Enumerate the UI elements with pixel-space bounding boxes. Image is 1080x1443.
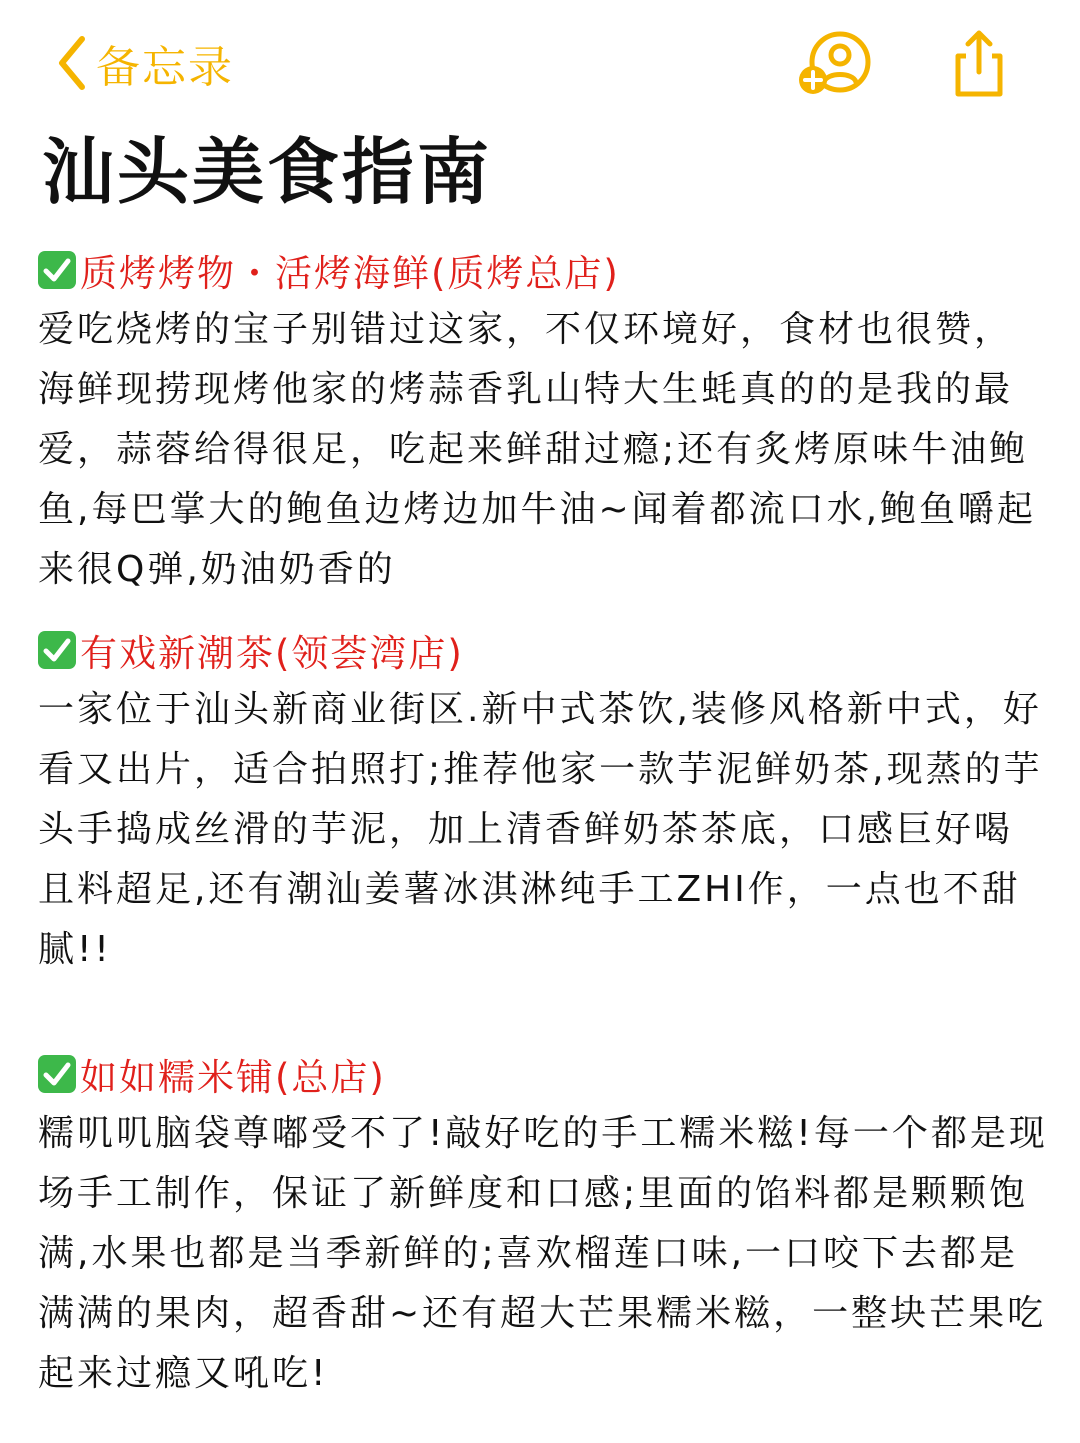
section-body-text: 爱吃烧烤的宝子别错过这家，不仅环境好，食材也很赞，海鲜现捞现烤他家的烤蒜香乳山特大生蚝真的的是我的最爱，蒜蓉给得很足，吃起来鲜甜过瘾;还有炙烤原味牛油鲍鱼,每巴掌大的鲍鱼边烤边加牛油~闻着都流口水,鲍鱼嚼起来很Q弹,奶油奶香的	[38, 309, 1037, 590]
section-heading-text: 质烤烤物・活烤海鲜(质烤总店)	[80, 252, 620, 295]
section-body-text: 一家位于汕头新商业街区.新中式茶饮,装修风格新中式，好看又出片，适合拍照打;推荐他家一款芋泥鲜奶茶,现蒸的芋头手捣成丝滑的芋泥，加上清香鲜奶茶茶底，口感巨好喝且料超足,还有潮汕姜薯冰淇淋纯手工ZHI作，一点也不甜腻!!	[38, 689, 1043, 970]
checkmark-icon	[38, 251, 76, 289]
person-add-icon	[796, 28, 876, 108]
chevron-left-icon	[52, 33, 92, 93]
note-body[interactable]	[38, 240, 1048, 1404]
share-button[interactable]	[944, 28, 1024, 108]
checkmark-icon	[38, 631, 76, 669]
checkmark-icon	[38, 1055, 76, 1093]
section-heading	[38, 240, 1048, 300]
share-icon	[944, 28, 1014, 100]
navigation-bar	[0, 0, 1080, 120]
back-button[interactable]	[52, 28, 234, 98]
back-label: 备忘录	[96, 42, 234, 93]
note-section	[38, 240, 1048, 600]
note-title: 汕头美食指南	[42, 130, 493, 214]
section-heading-text: 有戏新潮茶(领荟湾店)	[80, 632, 464, 675]
section-heading	[38, 1044, 1048, 1104]
section-body-text: 糯叽叽脑袋尊嘟受不了!敲好吃的手工糯米糍!每一个都是现场手工制作，保证了新鲜度和口感;里面的馅料都是颗颗饱满,水果也都是当季新鲜的;喜欢榴莲口味,一口咬下去都是满满的果肉，超香甜~还有超大芒果糯米糍，一整块芒果吃起来过瘾又吼吃!	[38, 1113, 1048, 1394]
note-section	[38, 620, 1048, 980]
section-heading	[38, 620, 1048, 680]
collaborate-button[interactable]	[796, 28, 876, 108]
section-heading-text: 如如糯米铺(总店)	[80, 1056, 386, 1099]
note-section	[38, 1044, 1048, 1404]
